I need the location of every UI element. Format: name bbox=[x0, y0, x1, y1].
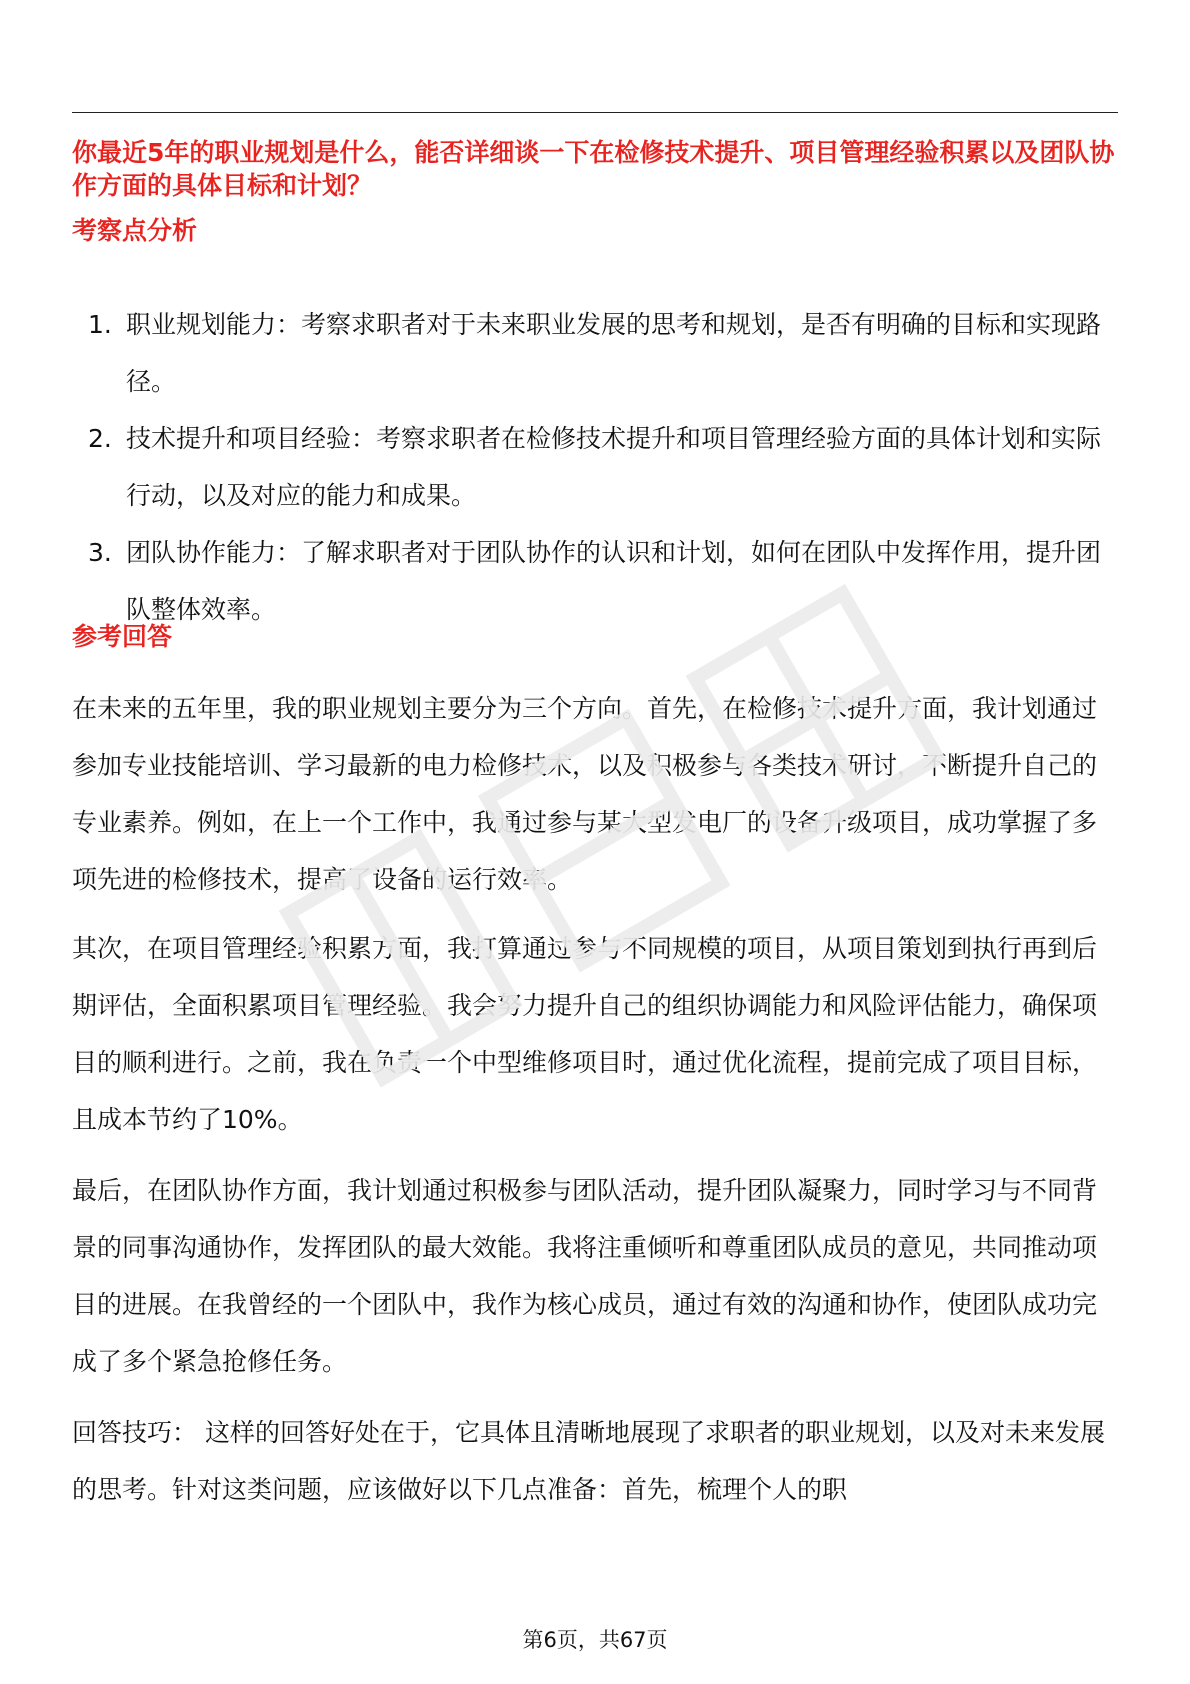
point-number: 2. bbox=[88, 424, 112, 453]
analysis-point bbox=[72, 296, 1118, 410]
analysis-point bbox=[72, 524, 1118, 638]
document-page bbox=[72, 0, 1118, 1684]
analysis-heading: 考察点分析 bbox=[72, 216, 198, 245]
answer-paragraph: 其次，在项目管理经验积累方面，我打算通过参与不同规模的项目，从项目策划到执行再到后期评估，全面积累项目管理经验。我会努力提升自己的组织协调能力和风险评估能力，确保项目的顺利进行。之前，我在负责一个中型维修项目时，通过优化流程，提前完成了项目目标，且成本节约了10%。 bbox=[72, 934, 1098, 1134]
analysis-points bbox=[72, 296, 1118, 638]
top-divider bbox=[72, 112, 1118, 113]
answer-paragraph: 最后，在团队协作方面，我计划通过积极参与团队活动，提升团队凝聚力，同时学习与不同背景的同事沟通协作，发挥团队的最大效能。我将注重倾听和尊重团队成员的意见，共同推动项目的进展。在我曾经的一个团队中，我作为核心成员，通过有效的沟通和协作，使团队成功完成了多个紧急抢修任务。 bbox=[72, 1176, 1098, 1376]
point-number: 1. bbox=[88, 310, 112, 339]
point-number: 3. bbox=[88, 538, 112, 567]
page-footer: 第6页，共67页 bbox=[522, 1628, 668, 1652]
interview-question: 你最近5年的职业规划是什么，能否详细谈一下在检修技术提升、项目管理经验积累以及团队协作方面的具体目标和计划？ bbox=[72, 138, 1115, 200]
point-text: 职业规划能力：考察求职者对于未来职业发展的思考和规划，是否有明确的目标和实现路径。 bbox=[126, 310, 1102, 396]
answer-heading: 参考回答 bbox=[72, 622, 173, 651]
point-text: 技术提升和项目经验：考察求职者在检修技术提升和项目管理经验方面的具体计划和实际行动，以及对应的能力和成果。 bbox=[126, 424, 1102, 510]
point-text: 团队协作能力：了解求职者对于团队协作的认识和计划，如何在团队中发挥作用，提升团队整体效率。 bbox=[126, 538, 1102, 624]
answer-paragraph: 在未来的五年里，我的职业规划主要分为三个方向。首先，在检修技术提升方面，我计划通过参加专业技能培训、学习最新的电力检修技术，以及积极参与各类技术研讨，不断提升自己的专业素养。例如，在上一个工作中，我通过参与某大型发电厂的设备升级项目，成功掌握了多项先进的检修技术，提高了设备的运行效率。 bbox=[72, 694, 1098, 894]
answer-tips: 回答技巧： 这样的回答好处在于，它具体且清晰地展现了求职者的职业规划，以及对未来发展的思考。针对这类问题，应该做好以下几点准备：首先，梳理个人的职 bbox=[72, 1418, 1105, 1504]
analysis-point bbox=[72, 410, 1118, 524]
